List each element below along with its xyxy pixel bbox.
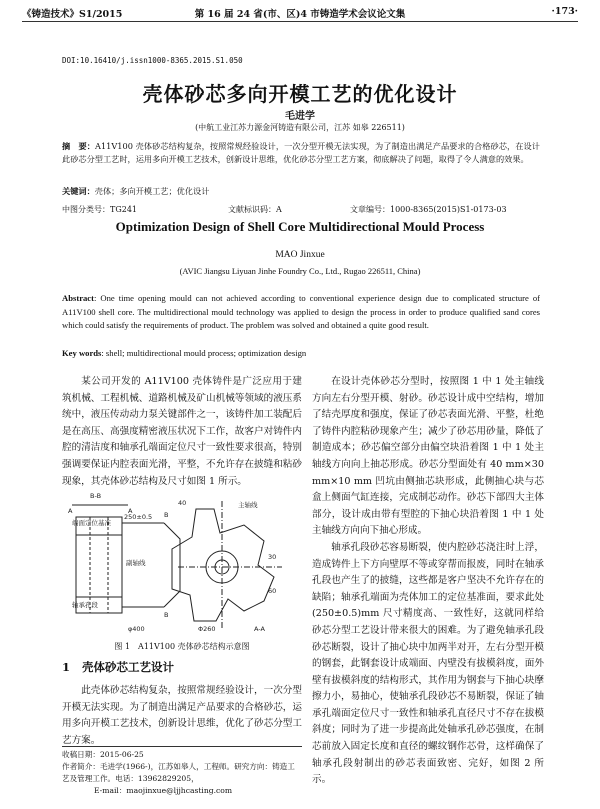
left-column-paragraph-2: 此壳体砂芯结构复杂，按照常规经验设计，一次分型开模无法实现。为了制造出满足产品要求的合格砂芯，运用多向开模工艺技术，创新设计思维，优化了砂芯分型工艺方案。 <box>62 685 302 746</box>
fig-label-b2: B <box>164 611 169 619</box>
abstract-cn <box>62 140 540 166</box>
abstract-cn-text: A11V100 壳体砂芯结构复杂，按照常规经验设计，一次分型开模无法实现，为了制造出满足产品要求的合格砂芯，在设计此砂芯分型工艺时，运用多向开模工艺技术，创新设计思维，优化砂芯分型工艺方案，彻底解决了问题，取得了令人满意的效果。 <box>62 141 540 164</box>
fig-label-400: φ400 <box>128 625 145 633</box>
keywords-en-label: Key words <box>62 348 102 358</box>
figure-1-caption: 图 1 A11V100 壳体砂芯结构示意图 <box>114 642 250 651</box>
affiliation-en: (AVIC Jiangsu Liyuan Jinhe Foundry Co., Ltd., Rugao 226511, China) <box>179 266 421 276</box>
right-column-paragraph-2: 轴承孔段砂芯容易断裂，使内腔砂芯浇注时上浮，造成铸件上下方向壁厚不等或穿帮而报废，同时在轴承孔段也产生了的披缝，这些都是客户坚决不允许存在的缺陷；轴承孔端面为壳体加工的定位基准面，要求此处(250±0.5)mm 尺寸精度高、一致性好，这就同样给砂芯分型工艺设计带来很大的困难。为了避免轴承孔段砂芯断裂，设计了抽心块中加两半对开，左右分型开模的钢套，此钢套设计成端面、内壁没有拔模斜度，面外壁有拔模斜度的结构形式，其作用为钢套与下抽心块摩擦力小，易抽心，使轴承孔段砂芯不易断裂，保证了轴承孔端面定位尺寸一致性和轴承孔直径尺寸不存在拔模斜度；同时为了进一步提高此处轴承孔砂芯强度，在制芯前放入固定长度和直径的螺纹钢作芯骨，这样确保了轴承孔段射制出的砂芯表面致密、完好，如图 2 所示。 <box>312 541 544 786</box>
figure-1-core-drawing <box>68 489 294 635</box>
section-outline <box>76 517 122 613</box>
author: 毛进学 <box>285 111 315 122</box>
fig-label-30: 30 <box>268 553 277 561</box>
fig-label-40: 40 <box>178 499 187 507</box>
fig-label-sub-axis: 副轴线 <box>126 559 146 567</box>
core-body <box>172 509 277 621</box>
fig-label-main-axis: 主轴线 <box>238 501 258 509</box>
left-column-paragraph-1: 某公司开发的 A11V100 壳体铸件是广泛应用于建筑机械、工程机械、道路机械及矿山机械等领域的液压系统中，液压传动动力泵关键部件之一，该铸件加工装配后是在高压、高强度精密液压状况下工作，故客户对铸件内腔的清洁度和轴承孔端面定位尺寸一致性要求很高，特别强调要保证内腔表面光滑，平整，不允许存在披缝和粘砂现象，其壳体砂芯结构及尺寸如图 1 所示。 <box>62 376 302 487</box>
keywords-cn-label: 关键词： <box>62 186 95 196</box>
running-header <box>22 5 578 22</box>
fig-label-section: B-B <box>90 492 102 500</box>
footnote <box>62 746 302 797</box>
abstract-en-label: Abstract <box>62 293 94 303</box>
keywords-en <box>62 348 306 358</box>
paper-title: 壳体砂芯多向开模工艺的优化设计 <box>142 82 458 106</box>
document-code: 文献标识码：A <box>228 205 282 214</box>
page-number: ·173· <box>551 6 578 17</box>
footnote-received: 收稿日期：2015-06-25 <box>62 750 144 759</box>
conference-name: 第 16 届 24 省(市、区)4 市铸造学术会议论文集 <box>194 9 406 20</box>
keywords-cn <box>62 186 209 197</box>
right-column-paragraph-1: 在设计壳体砂芯分型时，按照图 1 中 1 处主轴线方向左右分型开模、射砂。砂芯设计成中空结构，增加了结壳厚度和强度，保证了砂芯表面光滑、平整，杜绝了铸件内腔粘砂现象产生；减少了砂芯用砂量，降低了制造成本；砂芯偏空部分由偏空块沿着图 1 中 1 处主轴线方向向上抽芯形成。砂芯分型面处有 40 mm×30 mm×10 mm 凹坑由侧抽芯块形成，此侧抽心块与芯盒上侧面气缸连接，完成制芯动作。砂芯下部四大主体部分，设计成由带有型腔的下抽心块沿着图 1 中 1 处主轴线方向向下抽心形成。 <box>312 376 544 537</box>
article-number: 文章编号：1000-8365(2015)S1-0173-03 <box>350 205 507 214</box>
keywords-cn-text: 壳体；多向开模工艺；优化设计 <box>94 186 210 196</box>
fig-label-phi260: Φ260 <box>198 625 216 633</box>
keywords-en-text: : shell; multidirectional mould process; optimization design <box>101 348 307 358</box>
fig-label-250: 250±0.5 <box>124 513 153 521</box>
fig-label-locating: 端面定位基准 <box>72 519 111 527</box>
clc-number: 中图分类号：TG241 <box>62 205 137 214</box>
footnote-bio: 作者简介：毛进学(1966-)，江苏如皋人，工程师。研究方向：铸造工艺及管理工作。电话：13962829205， <box>62 762 295 783</box>
abstract-en-text: : One time opening mould can not achieved according to conventional experience design due to complicated structure of A11V100 shell core. The multidirectional mould technology was applied to design the process in order to produce qualified sand cores which could satisfy the requirements of product. The problem was solved and obtained a quite good result. <box>62 293 540 330</box>
right-column <box>312 374 544 789</box>
section-1-number: 1 <box>62 660 71 674</box>
journal-name: 《铸造技术》S1/2015 <box>22 9 123 20</box>
abstract-cn-label: 摘 要： <box>62 141 96 151</box>
footnote-email: E-mail：maojinxue@ljjhcasting.com <box>94 786 233 795</box>
fig-label-a1: A <box>68 507 73 515</box>
affiliation: (中航工业江苏力源金河铸造有限公司，江苏 如皋 226511) <box>195 123 405 132</box>
section-1-title: 壳体砂芯工艺设计 <box>82 660 175 674</box>
paper-title-en: Optimization Design of Shell Core Multidirectional Mould Process <box>115 219 485 234</box>
fig-label-a2: A <box>128 507 133 515</box>
fig-label-b1: B <box>164 511 169 519</box>
abstract-en <box>62 292 540 333</box>
fig-label-60: 60 <box>268 587 277 595</box>
fig-label-aa: A-A <box>254 625 265 633</box>
fig-label-bearing: 轴承孔段 <box>72 601 98 609</box>
author-en: MAO Jinxue <box>275 250 325 260</box>
doi: DOI:10.16410/j.issn1000-8365.2015.S1.050 <box>62 56 243 65</box>
section-1-heading <box>62 659 174 675</box>
